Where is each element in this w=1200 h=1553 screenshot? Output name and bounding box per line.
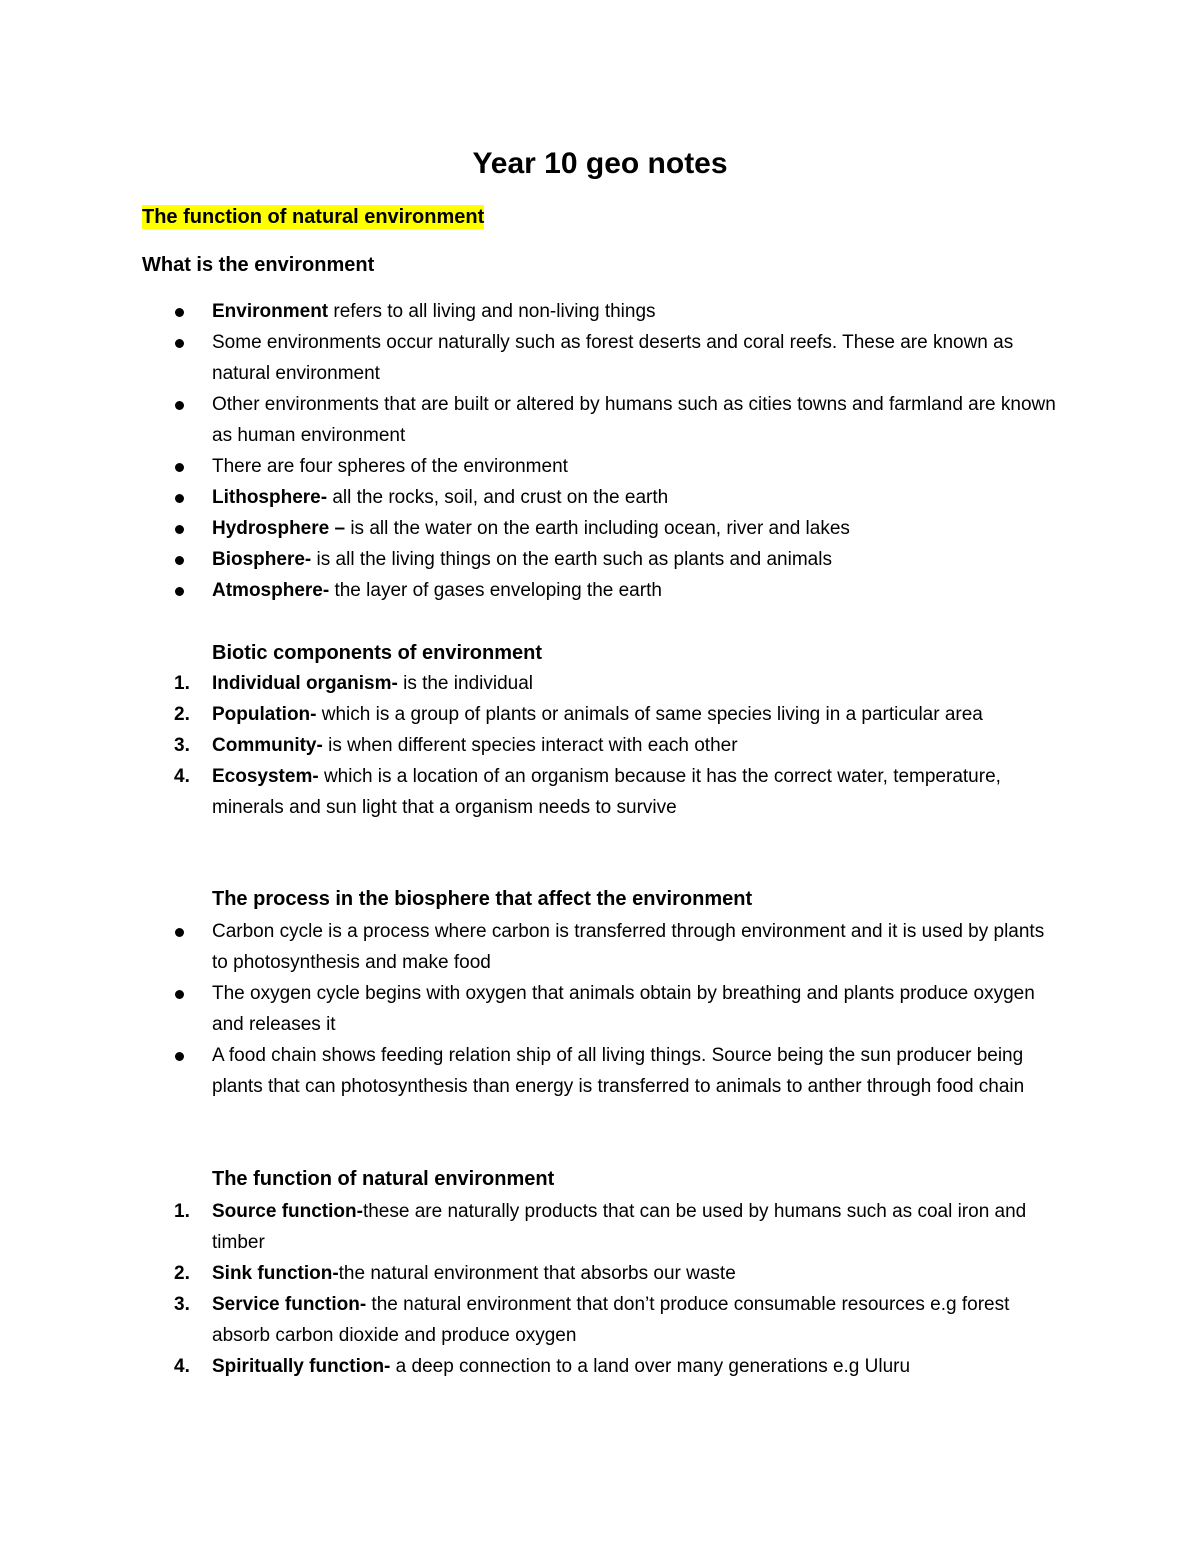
environment-bullet-list xyxy=(0,296,1200,606)
bullet-icon xyxy=(175,587,184,596)
bullet-icon xyxy=(175,1052,184,1061)
process-bullet-list xyxy=(0,916,1200,1102)
list-item: Some environments occur naturally such as forest deserts and coral reefs. These are known as natural environment xyxy=(0,327,1200,389)
bullet-icon xyxy=(175,494,184,503)
list-item: 1. Source function-these are naturally products that can be used by humans such as coal iron and timber xyxy=(174,1201,1027,1253)
list-item: The oxygen cycle begins with oxygen that animals obtain by breathing and plants produce oxygen and releases it xyxy=(0,978,1200,1040)
list-item: 2. Population- which is a group of plants or animals of same species living in a particular area xyxy=(174,704,983,725)
list-item: Other environments that are built or altered by humans such as cities towns and farmland are known as human environment xyxy=(0,389,1200,451)
bullet-icon xyxy=(175,556,184,565)
highlighted-heading-text: The function of natural environment xyxy=(142,206,485,228)
function-heading: The function of natural environment xyxy=(212,1168,555,1190)
list-item: 4. Spiritually function- a deep connection to a land over many generations e.g Uluru xyxy=(174,1356,911,1377)
main-heading xyxy=(142,202,484,232)
list-item: A food chain shows feeding relation ship of all living things. Source being the sun producer being plants that can photosynthesis than energy is transferred to animals to anther through food chain xyxy=(0,1040,1200,1102)
list-item: Lithosphere- all the rocks, soil, and crust on the earth xyxy=(0,482,1200,513)
bullet-icon xyxy=(175,401,184,410)
sub-heading: What is the environment xyxy=(142,254,375,276)
list-item: Hydrosphere – is all the water on the earth including ocean, river and lakes xyxy=(0,513,1200,544)
bullet-icon xyxy=(175,990,184,999)
list-item: There are four spheres of the environment xyxy=(0,451,1200,482)
bullet-icon xyxy=(175,525,184,534)
bullet-icon xyxy=(175,308,184,317)
list-item: 3. Community- is when different species interact with each other xyxy=(174,735,738,756)
list-item: 4. Ecosystem- which is a location of an organism because it has the correct water, temperature, minerals and sun light that a organism needs to survive xyxy=(174,766,1001,818)
bullet-icon xyxy=(175,339,184,348)
process-heading: The process in the biosphere that affect the environment xyxy=(212,888,753,910)
list-item: 3. Service function- the natural environment that don’t produce consumable resources e.g forest absorb carbon dioxide and produce oxygen xyxy=(174,1294,1010,1346)
list-item: Environment refers to all living and non-living things xyxy=(0,296,1200,327)
page-title: Year 10 geo notes xyxy=(472,147,728,180)
function-numbered-list xyxy=(0,1196,1200,1382)
bullet-icon xyxy=(175,463,184,472)
list-item: 1. Individual organism- is the individual xyxy=(174,673,534,694)
biotic-numbered-list xyxy=(0,668,1200,823)
biotic-heading: Biotic components of environment xyxy=(212,642,543,664)
list-item: Biosphere- is all the living things on the earth such as plants and animals xyxy=(0,544,1200,575)
list-item: Carbon cycle is a process where carbon is transferred through environment and it is used by plants to photosynthesis and make food xyxy=(0,916,1200,978)
list-item: Atmosphere- the layer of gases enveloping the earth xyxy=(0,575,1200,606)
list-item: 2. Sink function-the natural environment that absorbs our waste xyxy=(174,1263,736,1284)
bullet-icon xyxy=(175,928,184,937)
